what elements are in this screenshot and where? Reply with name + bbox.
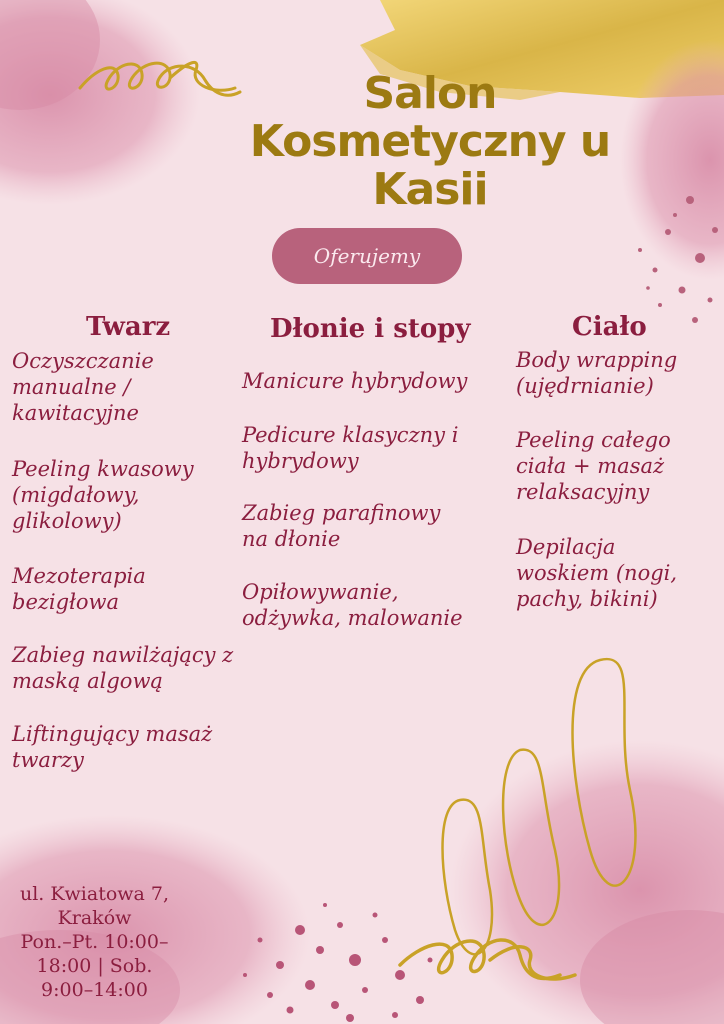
service-item: [12, 642, 282, 694]
service-line: maską algową: [12, 669, 163, 693]
watercolor-top-left: [0, 0, 200, 205]
service-item: [242, 500, 502, 552]
column-heading-hands: Dłonie i stopy: [270, 314, 471, 344]
service-line: (migdałowy,: [12, 483, 140, 507]
service-line: glikolowy): [12, 509, 122, 533]
service-line: hybrydowy: [242, 449, 359, 473]
service-line: twarzy: [12, 748, 84, 772]
service-item: [516, 427, 721, 505]
service-line: manualne /: [12, 375, 131, 399]
service-item: [12, 456, 242, 534]
service-line: Manicure hybrydowy: [242, 369, 468, 393]
address-and-hours: [2, 882, 187, 1002]
service-line: Mezoterapia: [12, 564, 146, 588]
service-line: Depilacja: [516, 535, 616, 559]
address-city: Kraków: [57, 907, 132, 929]
service-line: Body wrapping: [516, 348, 678, 372]
service-line: Pedicure klasyczny i: [242, 423, 459, 447]
column-heading-body: Ciało: [572, 312, 647, 342]
service-line: Peeling kwasowy: [12, 457, 194, 481]
service-line: bezigłowa: [12, 590, 120, 614]
watercolor-bottom-right: [450, 740, 724, 1024]
service-item: [516, 347, 721, 399]
offer-badge: Oferujemy: [272, 228, 462, 284]
address-street: ul. Kwiatowa 7,: [19, 883, 170, 905]
service-line: na dłonie: [242, 527, 341, 551]
service-line: woskiem (nogi,: [516, 561, 678, 585]
column-heading-face: Twarz: [86, 312, 171, 342]
service-line: Oczyszczanie: [12, 349, 154, 373]
salon-title: [230, 70, 630, 214]
hours-saturday: 9:00–14:00: [41, 979, 148, 1001]
service-line: Opiłowywanie,: [242, 580, 399, 604]
service-line: pachy, bikini): [516, 587, 658, 611]
service-item: [242, 368, 502, 394]
service-line: Zabieg parafinowy: [242, 501, 441, 525]
service-line: Liftingujący masaż: [12, 722, 213, 746]
service-item: [12, 721, 252, 773]
hours-weekdays-end: 18:00 | Sob.: [36, 955, 153, 977]
service-line: odżywka, malowanie: [242, 606, 463, 630]
title-line-1: Salon: [363, 68, 497, 119]
service-item: [242, 579, 507, 631]
service-item: [516, 534, 721, 612]
service-line: Zabieg nawilżający z: [12, 643, 234, 667]
service-line: Peeling całego: [516, 428, 671, 452]
title-line-2: Kosmetyczny u: [249, 116, 611, 167]
service-line: ciała + masaż: [516, 454, 665, 478]
service-line: kawitacyjne: [12, 401, 139, 425]
hours-weekdays: Pon.–Pt. 10:00–: [20, 931, 169, 953]
service-item: [12, 563, 242, 615]
service-item: [242, 422, 502, 474]
service-line: relaksacyjny: [516, 480, 650, 504]
service-item: [12, 348, 242, 426]
title-line-3: Kasii: [372, 164, 488, 215]
service-line: (ujędrnianie): [516, 374, 654, 398]
